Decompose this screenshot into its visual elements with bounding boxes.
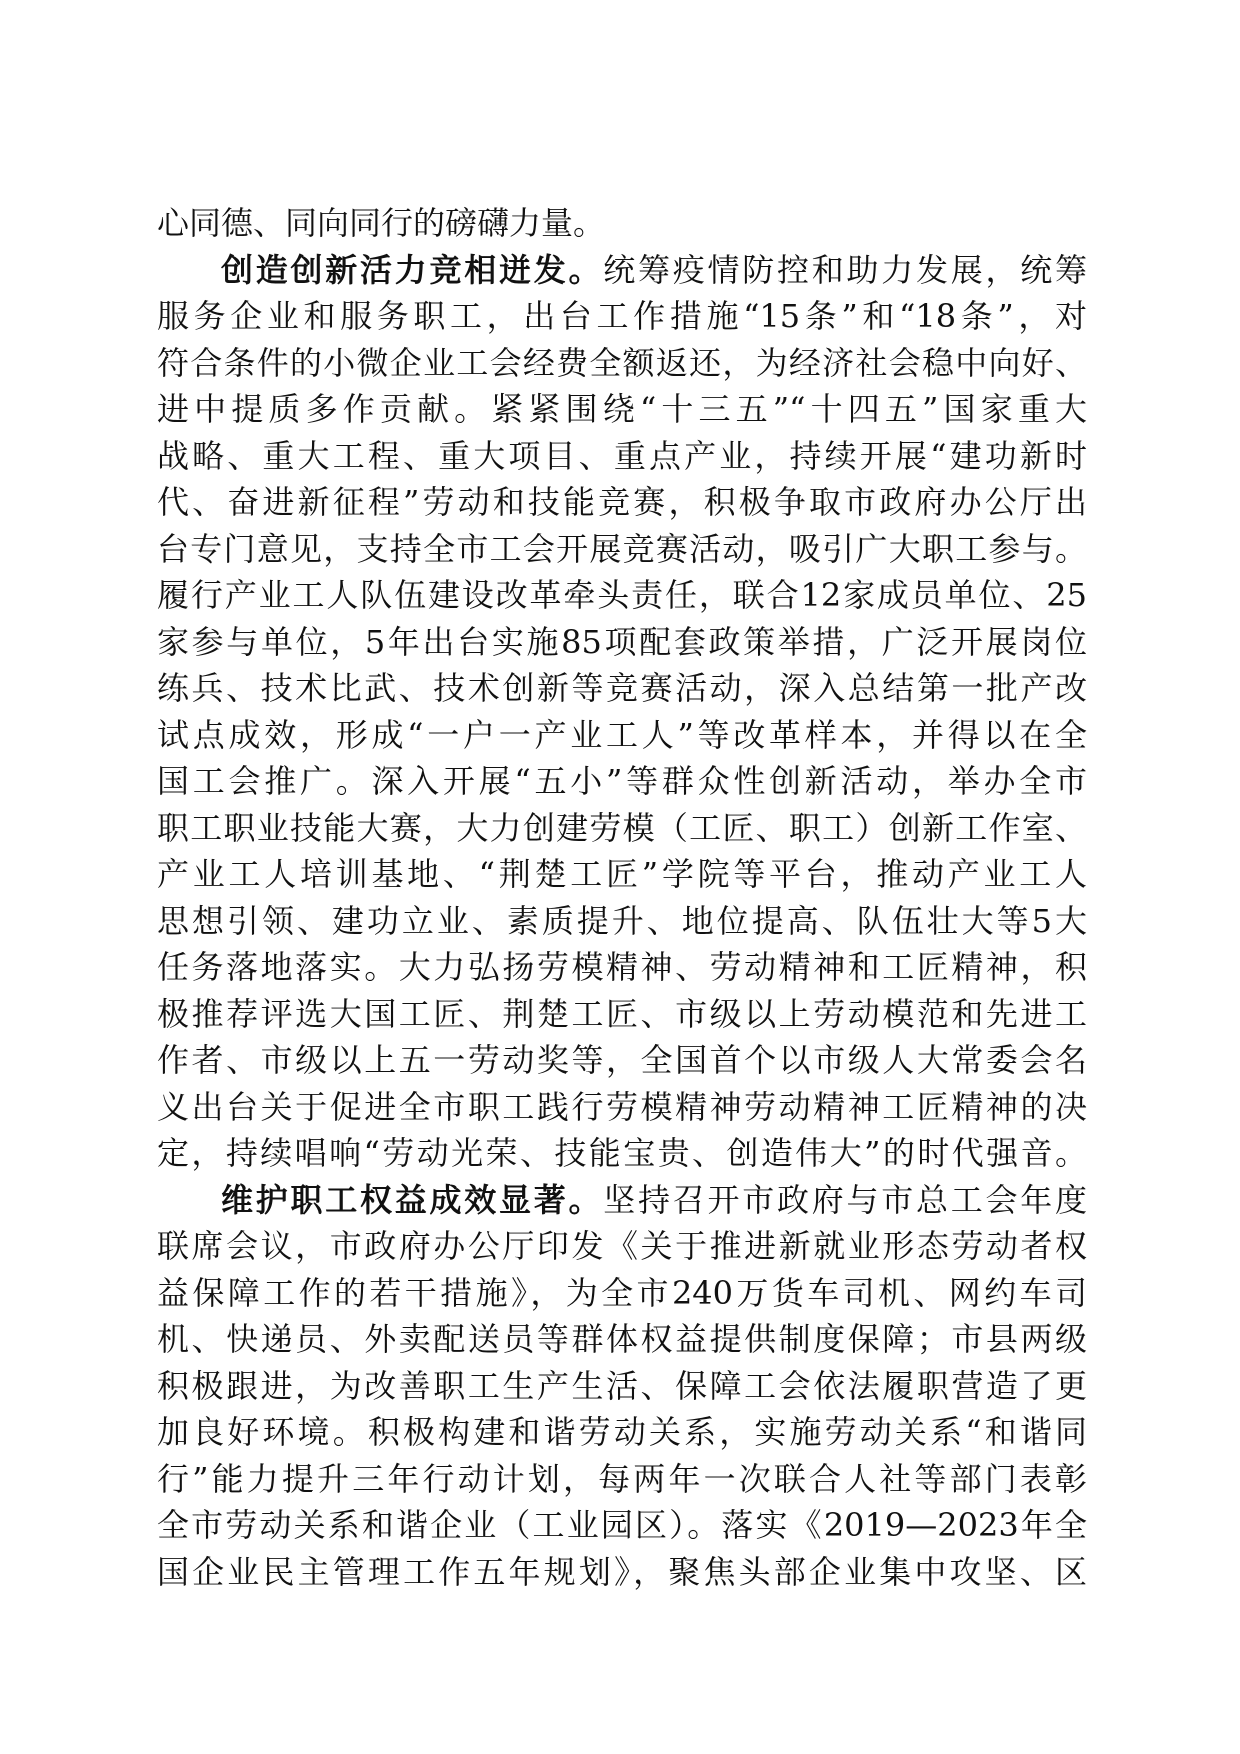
text-line: [157, 1130, 1087, 1177]
text-line: [157, 293, 1087, 340]
paragraph-heading: 创造创新活力竞相迸发。: [221, 250, 604, 289]
line-text: 统筹疫情防控和助力发展，统筹: [603, 250, 1087, 289]
line-text: 符合条件的小微企业工会经费全额返还，为经济社会稳中向好、: [157, 343, 1087, 382]
paragraph-start-line: [157, 247, 1087, 294]
text-line: [157, 340, 1087, 387]
text-line: [157, 712, 1087, 759]
text-line: [157, 1270, 1087, 1317]
line-text: 极推荐评选大国工匠、荆楚工匠、市级以上劳动模范和先进工: [157, 994, 1087, 1033]
line-text: 服务企业和服务职工，出台工作措施“15条”和“18条”，对: [157, 297, 1087, 335]
line-text: 思想引领、建功立业、素质提升、地位提高、队伍壮大等5大: [157, 901, 1087, 940]
text-line: [157, 1409, 1087, 1456]
text-line: [157, 433, 1087, 480]
text-line: [157, 479, 1087, 526]
line-text: 台专门意见，支持全市工会开展竞赛活动，吸引广大职工参与。: [157, 529, 1087, 568]
text-line: [157, 200, 1087, 247]
line-text: 益保障工作的若干措施》，为全市240万货车司机、网约车司: [157, 1273, 1087, 1312]
paragraph-heading: 维护职工权益成效显著。: [221, 1180, 604, 1219]
line-text: 全市劳动关系和谐企业（工业园区）。落实《2019—2023年全: [157, 1506, 1087, 1544]
line-text: 定，持续唱响“劳动光荣、技能宝贵、创造伟大”的时代强音。: [157, 1134, 1087, 1172]
text-line: [157, 758, 1087, 805]
text-line: [157, 386, 1087, 433]
line-text: 职工职业技能大赛，大力创建劳模（工匠、职工）创新工作室、: [157, 808, 1087, 847]
line-text: 练兵、技术比武、技术创新等竞赛活动，深入总结第一批产改: [157, 669, 1087, 707]
line-text: 行”能力提升三年行动计划，每两年一次联合人社等部门表彰: [157, 1459, 1087, 1498]
document-body: [157, 200, 1087, 1595]
text-line: [157, 1223, 1087, 1270]
line-text: 履行产业工人队伍建设改革牵头责任，联合12家成员单位、25: [157, 576, 1087, 614]
text-line: [157, 1316, 1087, 1363]
line-text: 国企业民主管理工作五年规划》，聚焦头部企业集中攻坚、区: [157, 1552, 1087, 1591]
text-line: [157, 1084, 1087, 1131]
line-text: 坚持召开市政府与市总工会年度: [603, 1180, 1087, 1219]
text-line: [157, 805, 1087, 852]
text-line: [157, 991, 1087, 1038]
text-line: [157, 1037, 1087, 1084]
text-line: [157, 851, 1087, 898]
text-line: [157, 619, 1087, 666]
line-text: 产业工人培训基地、“荆楚工匠”学院等平台，推动产业工人: [157, 855, 1087, 893]
line-text: 家参与单位，5年出台实施85项配套政策举措，广泛开展岗位: [157, 622, 1087, 661]
line-text: 加良好环境。积极构建和谐劳动关系，实施劳动关系“和谐同: [157, 1413, 1087, 1451]
text-line: [157, 898, 1087, 945]
paragraph-start-line: [157, 1177, 1087, 1224]
line-text: 国工会推广。深入开展“五小”等群众性创新活动，举办全市: [157, 762, 1087, 800]
line-text: 战略、重大工程、重大项目、重点产业，持续开展“建功新时: [157, 436, 1087, 475]
line-text: 积极跟进，为改善职工生产生活、保障工会依法履职营造了更: [157, 1366, 1087, 1405]
text-line: [157, 526, 1087, 573]
line-text: 任务落地落实。大力弘扬劳模精神、劳动精神和工匠精神，积: [157, 948, 1087, 986]
text-line: [157, 1456, 1087, 1503]
text-line: [157, 1363, 1087, 1410]
line-text: 代、奋进新征程”劳动和技能竞赛，积极争取市政府办公厅出: [157, 483, 1087, 521]
text-line: [157, 944, 1087, 991]
text-line: [157, 665, 1087, 712]
text-line: [157, 572, 1087, 619]
line-text: 联席会议，市政府办公厅印发《关于推进新就业形态劳动者权: [157, 1227, 1087, 1265]
line-text: 义出台关于促进全市职工践行劳模精神劳动精神工匠精神的决: [157, 1087, 1087, 1126]
line-text: 机、快递员、外卖配送员等群体权益提供制度保障；市县两级: [157, 1320, 1087, 1358]
text-line: [157, 1502, 1087, 1549]
line-text: 进中提质多作贡献。紧紧围绕“十三五”“十四五”国家重大: [157, 390, 1087, 428]
line-text: 作者、市级以上五一劳动奖等，全国首个以市级人大常委会名: [157, 1041, 1087, 1079]
text-line: [157, 1549, 1087, 1596]
line-text: 试点成效，形成“一户一产业工人”等改革样本，并得以在全: [157, 715, 1087, 754]
line-text: 心同德、同向同行的磅礴力量。: [157, 204, 606, 242]
